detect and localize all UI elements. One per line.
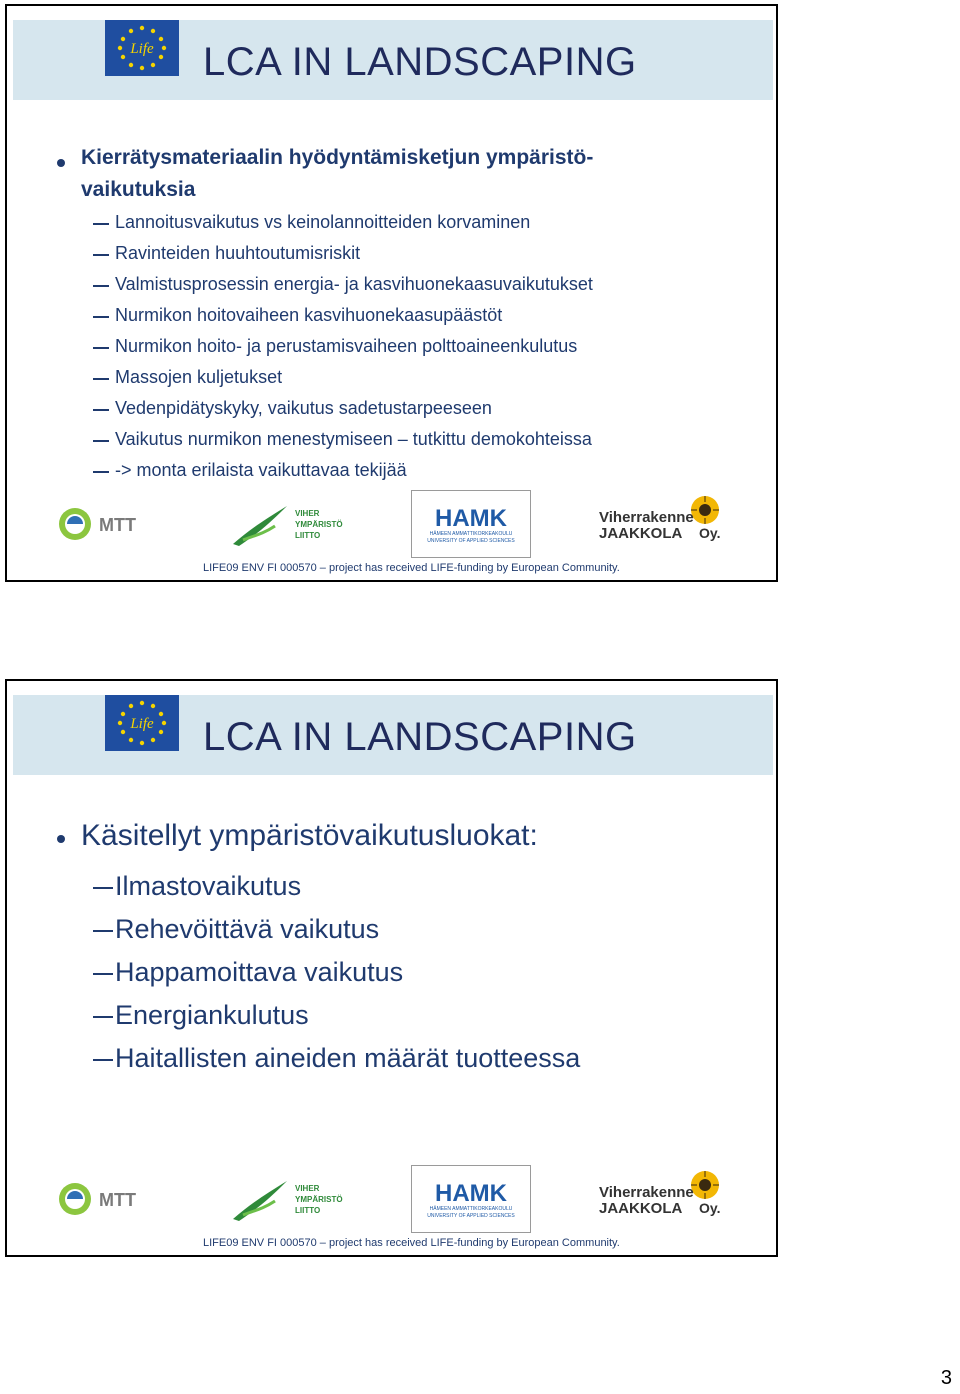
- slide-2: [5, 679, 778, 1257]
- viherrakenne-jaakkola-logo: [597, 1169, 727, 1225]
- dash: [93, 285, 109, 287]
- bullet-dot: [57, 835, 65, 843]
- eu-life-logo: [105, 20, 179, 76]
- dash: [93, 440, 109, 442]
- dash: [93, 409, 109, 411]
- dash: [93, 378, 109, 380]
- svg-text:VIHER: VIHER: [295, 1184, 320, 1193]
- slide-1: [5, 4, 778, 582]
- dash: [93, 887, 113, 889]
- list-item: Happamoittava vaikutus: [115, 957, 404, 987]
- list-item: Valmistusprosessin energia- ja kasvihuonekaasuvaikutukset: [115, 274, 593, 294]
- viherrakenne-jaakkola-logo: [597, 494, 727, 550]
- bullet-line-2: vaikutuksia: [81, 178, 196, 201]
- svg-text:Viherrakenne: Viherrakenne: [599, 1184, 694, 1201]
- svg-text:UNIVERSITY OF APPLIED SCIENCES: UNIVERSITY OF APPLIED SCIENCES: [427, 538, 515, 544]
- svg-text:YMPÄRISTÖ: YMPÄRISTÖ: [295, 1195, 343, 1204]
- list-item: Vedenpidätyskyky, vaikutus sadetustarpeeseen: [115, 398, 492, 418]
- dash: [93, 223, 109, 225]
- list-item: Energiankulutus: [115, 1000, 309, 1030]
- eu-life-logo: [105, 695, 179, 751]
- svg-text:HÄMEEN AMMATTIKORKEAKOULU: HÄMEEN AMMATTIKORKEAKOULU: [429, 1206, 513, 1212]
- slide-title: LCA IN LANDSCAPING: [203, 40, 637, 84]
- list-item: Vaikutus nurmikon menestymiseen – tutkittu demokohteissa: [115, 429, 592, 449]
- svg-text:Viherrakenne: Viherrakenne: [599, 509, 694, 526]
- dash: [93, 1016, 113, 1018]
- svg-text:LIITTO: LIITTO: [295, 1206, 321, 1215]
- list-item: Ilmastovaikutus: [115, 871, 302, 901]
- list-item: Massojen kuljetukset: [115, 367, 283, 387]
- slide-title: LCA IN LANDSCAPING: [203, 715, 637, 759]
- viher-ymparisto-logo: [229, 1175, 349, 1225]
- dash: [93, 254, 109, 256]
- funding-footer: LIFE09 ENV FI 000570 – project has received LIFE-funding by European Community.: [203, 562, 620, 574]
- svg-text:Oy.: Oy.: [699, 525, 721, 541]
- bullet-heading: Käsitellyt ympäristövaikutusluokat:: [81, 819, 538, 852]
- list-item: Lannoitusvaikutus vs keinolannoitteiden korvaminen: [115, 212, 531, 232]
- eu-life-text: Life: [130, 716, 154, 732]
- dash: [93, 973, 113, 975]
- svg-text:VIHER: VIHER: [295, 509, 320, 518]
- svg-text:UNIVERSITY OF APPLIED SCIENCES: UNIVERSITY OF APPLIED SCIENCES: [427, 1213, 515, 1219]
- svg-text:HAMK: HAMK: [435, 1180, 507, 1207]
- dash: [93, 1059, 113, 1061]
- list-item: Nurmikon hoito- ja perustamisvaiheen polttoaineenkulutus: [115, 336, 578, 356]
- dash: [93, 316, 109, 318]
- hamk-logo: [411, 490, 531, 558]
- svg-text:HAMK: HAMK: [435, 505, 507, 532]
- bullet-line-1: Kierrätysmateriaalin hyödyntämisketjun ympäristö-: [81, 146, 594, 169]
- page-number: 3: [940, 1367, 952, 1389]
- dash: [93, 347, 109, 349]
- partner-logos: [7, 1165, 776, 1237]
- list-item: Rehevöittävä vaikutus: [115, 914, 380, 944]
- dash: [93, 471, 109, 473]
- partner-logos: [7, 490, 776, 562]
- list-item: -> monta erilaista vaikuttavaa tekijää: [115, 460, 407, 480]
- svg-text:MTT: MTT: [99, 1190, 136, 1210]
- svg-text:JAAKKOLA: JAAKKOLA: [599, 525, 683, 542]
- list-item: Nurmikon hoitovaiheen kasvihuonekaasupäästöt: [115, 305, 503, 325]
- eu-life-text: Life: [130, 41, 154, 57]
- dash: [93, 930, 113, 932]
- bullet-dot: [57, 159, 65, 167]
- funding-footer: LIFE09 ENV FI 000570 – project has received LIFE-funding by European Community.: [203, 1237, 620, 1249]
- viher-ymparisto-logo: [229, 500, 349, 550]
- svg-text:JAAKKOLA: JAAKKOLA: [599, 1200, 683, 1217]
- svg-text:LIITTO: LIITTO: [295, 531, 321, 540]
- svg-text:Oy.: Oy.: [699, 1200, 721, 1216]
- list-item: Haitallisten aineiden määrät tuotteessa: [115, 1043, 581, 1073]
- mtt-logo: [57, 504, 147, 544]
- hamk-logo: [411, 1165, 531, 1233]
- list-item: Ravinteiden huuhtoutumisriskit: [115, 243, 361, 263]
- svg-text:HÄMEEN AMMATTIKORKEAKOULU: HÄMEEN AMMATTIKORKEAKOULU: [429, 531, 513, 537]
- svg-text:YMPÄRISTÖ: YMPÄRISTÖ: [295, 520, 343, 529]
- mtt-logo: [57, 1179, 147, 1219]
- svg-text:MTT: MTT: [99, 515, 136, 535]
